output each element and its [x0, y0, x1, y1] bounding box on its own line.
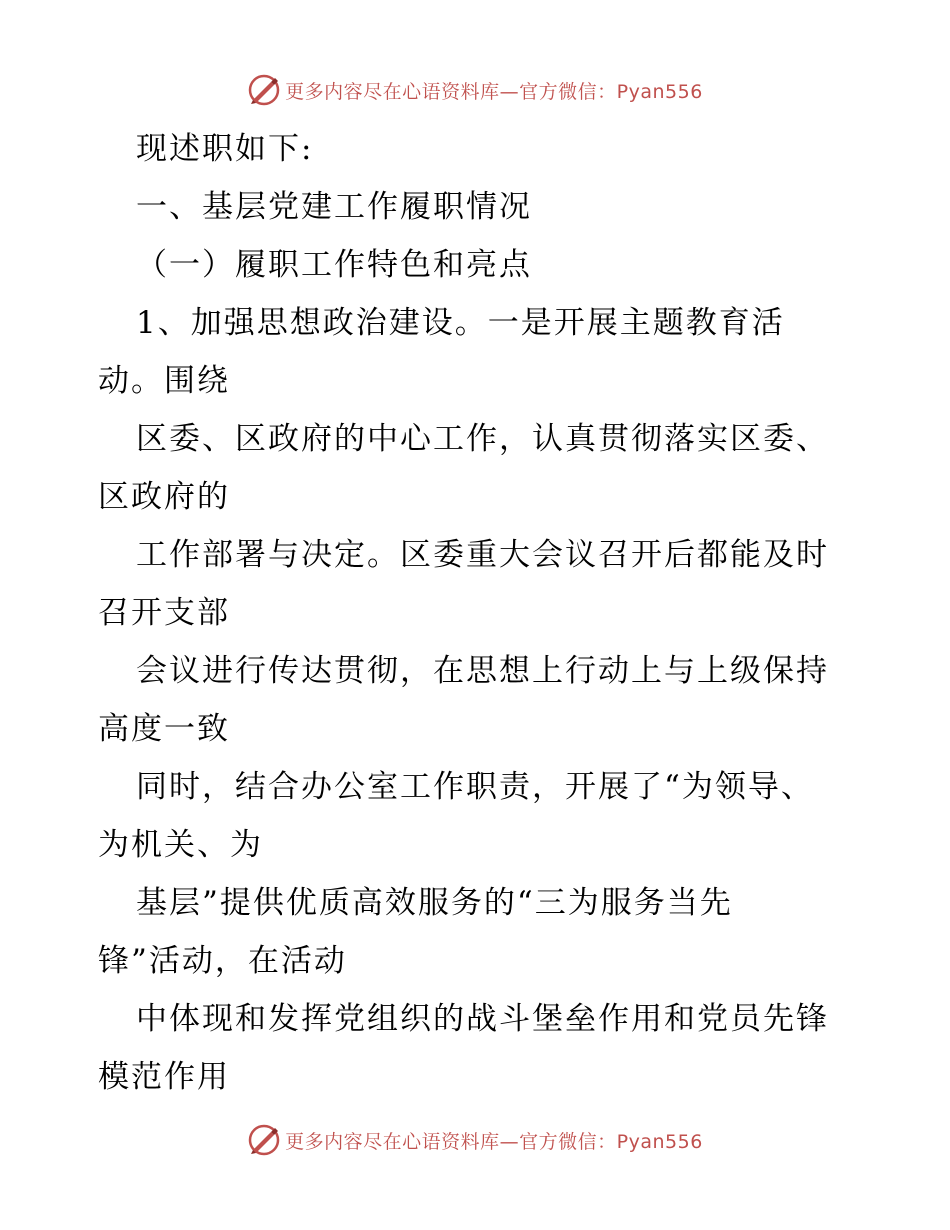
paragraph-line: 区政府的 [98, 479, 230, 515]
paragraph-line: 动。围绕 [98, 363, 230, 399]
footer-watermark-banner [0, 1120, 950, 1160]
paragraph-line: （一）履职工作特色和亮点 [136, 247, 532, 283]
footer-watermark-text: 更多内容尽在心语资料库—官方微信：Pyan556 [285, 1130, 703, 1153]
paragraph-line: 锋”活动，在活动 [98, 943, 347, 979]
pen-logo-icon [247, 73, 281, 107]
paragraph-line: 基层”提供优质高效服务的“三为服务当先 [136, 885, 733, 921]
paragraph-line: 中体现和发挥党组织的战斗堡垒作用和党员先锋 [136, 1001, 829, 1037]
paragraph-line: 区委、区政府的中心工作，认真贯彻落实区委、 [136, 421, 829, 457]
pen-logo-icon [247, 1123, 281, 1157]
document-body [98, 120, 878, 1106]
paragraph-line: 模范作用 [98, 1059, 230, 1095]
paragraph-line: 现述职如下: [136, 131, 314, 167]
paragraph-line: 高度一致 [98, 711, 230, 747]
paragraph-line: 1、加强思想政治建设。一是开展主题教育活 [136, 305, 785, 341]
header-watermark-text: 更多内容尽在心语资料库—官方微信：Pyan556 [285, 80, 703, 103]
paragraph-line: 同时，结合办公室工作职责，开展了“为领导、 [136, 769, 814, 805]
paragraph-line: 会议进行传达贯彻，在思想上行动上与上级保持 [136, 653, 829, 689]
paragraph-line: 一、基层党建工作履职情况 [136, 189, 532, 225]
header-watermark-banner [0, 70, 950, 110]
paragraph-line: 工作部署与决定。区委重大会议召开后都能及时 [136, 537, 829, 573]
paragraph-line: 召开支部 [98, 595, 230, 631]
paragraph-line: 为机关、为 [98, 827, 263, 863]
